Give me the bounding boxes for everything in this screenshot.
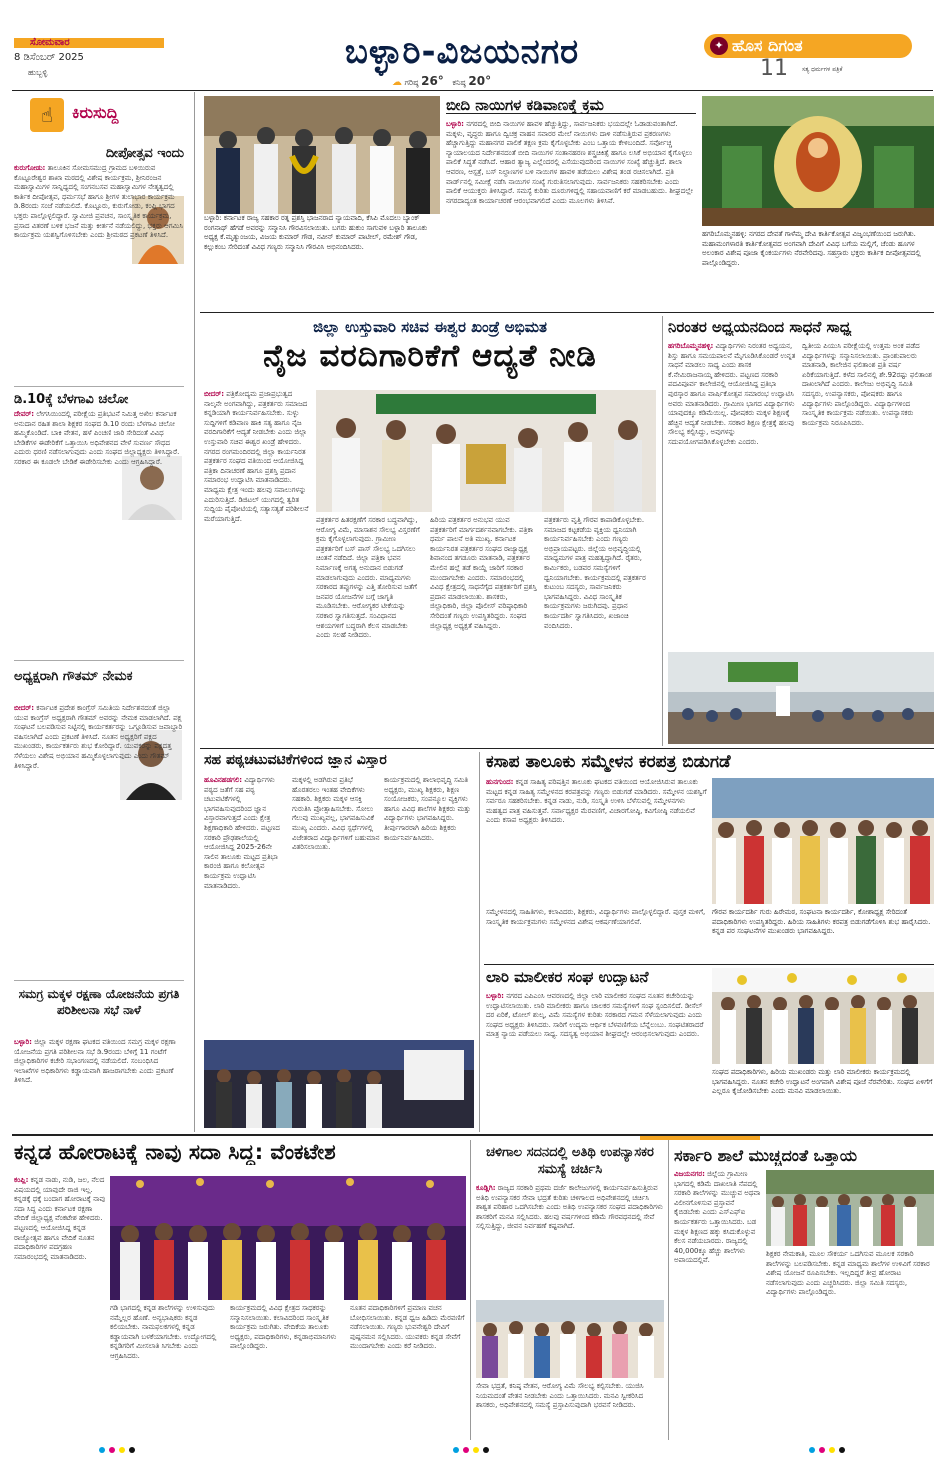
brief-divider-2 (14, 660, 184, 661)
street-dogs-dateline: ಬಳ್ಳಾರಿ: (446, 120, 464, 128)
school-dateline: ವಿಜಯನಗರ: (674, 1170, 705, 1178)
bottom-band-rule (12, 1134, 933, 1136)
lead-text-1: ಪತ್ರಿಕೋದ್ಯಮ ಪ್ರಜಾಪ್ರಭುತ್ವದ ನಾಲ್ಕನೇ ಅಂಗವಾಗಿದ್ದು, ಪತ್ರಕರ್ತರು ಸಮಾಜದ ಕನ್ನಡಿಯಾಗಿ ಕಾರ್ಯನಿರ್ವಹಿಸಬೇಕು. ಸುಳ್ಳು ಸುದ್ದಿಗಳಿಗೆ ಕಡಿವಾಣ ಹಾಕಿ ಸತ್ಯ ಹಾಗೂ ನೈಜ ವರದಿಗಾರಿಕೆಗೆ ಆದ್ಯತೆ ನೀಡಬೇಕು ಎಂದು ಜಿಲ್ಲಾ ಉಸ್ತುವಾರಿ ಸಚಿವ ಈಶ್ವರ ಖಂಡ್ರೆ ಹೇಳಿದರು. ನಗರದ ರಂಗಮಂದಿರದಲ್ಲಿ ಜಿಲ್ಲಾ ಕಾರ್ಯನಿರತ ಪತ್ರಕರ್ತರ ಸಂಘದ ವತಿಯಿಂದ ಆಯೋಜಿಸಿದ್ದ ಪತ್ರಿಕಾ ದಿನಾಚರಣೆ ಹಾಗೂ ಪ್ರಶಸ್ತಿ ಪ್ರದಾನ ಸಮಾರಂಭ ಉದ್ಘಾಟಿಸಿ ಮಾತನಾಡಿದರು. ಮಾಧ್ಯಮ ಕ್ಷೇತ್ರ ಇಂದು ಹಲವು ಸವಾಲುಗಳನ್ನು ಎದುರಿಸುತ್ತಿದೆ. ಡಿಜಿಟಲ್ ಯುಗದಲ್ಲಿ ತ್ವರಿತ ಸುದ್ದಿಯ ಪೈಪೋಟಿಯಲ್ಲಿ ಸತ್ಯಾಸತ್ಯತೆ ಪರಿಶೀಲನೆ ಮರೆಯಾಗುತ್ತಿದೆ. (204, 390, 309, 523)
school-col-2: ಶಿಕ್ಷಕರ ನೇಮಕಾತಿ, ಮೂಲ ಸೌಕರ್ಯ ಒದಗಿಸುವ ಮೂಲಕ ಸರಕಾರಿ ಶಾಲೆಗಳನ್ನು ಬಲಪಡಿಸಬೇಕು. ಕನ್ನಡ ಮಾಧ್ಯಮ ಶಾಲೆಗಳ ಉಳಿವಿಗೆ ಸರಕಾರ ವಿಶೇಷ ಯೋಜನೆ ರೂಪಿಸಬೇಕು. ಇಲ್ಲದಿದ್ದರೆ ತೀವ್ರ ಹೋರಾಟ ನಡೆಸಲಾಗುವುದು ಎಂದು ಎಚ್ಚರಿಸಿದರು. ಜಿಲ್ಲಾ ಸಮಿತಿ ಸದಸ್ಯರು, ವಿದ್ಯಾರ್ಥಿಗಳು ಪಾಲ್ಗೊಂಡಿದ್ದರು. (766, 1250, 930, 1297)
mid-row-rule (200, 748, 934, 749)
street-dogs-body (446, 120, 696, 306)
brief-dateline-1: ಕುರುಗೋಡು: (14, 164, 46, 172)
brief-headline-4: ಸಮಗ್ರ ಮಕ್ಕಳ ರಕ್ಷಣಾ ಯೋಜನೆಯ ಪ್ರಗತಿ ಪರಿಶೀಲನಾ ಸಭೆ ನಾಳೆ (18, 987, 180, 1017)
brief-body-1 (14, 164, 184, 380)
lamp-icon: ✦ (710, 37, 728, 55)
brief-dateline-4: ಬಳ್ಳಾರಿ: (14, 1038, 32, 1046)
brief-text-3: ಕರ್ನಾಟಕ ಪ್ರದೇಶ ಕಾಂಗ್ರೆಸ್ ಸಮಿತಿಯ ನಿರ್ದೇಶನದಂತೆ ಜಿಲ್ಲಾ ಯುವ ಕಾಂಗ್ರೆಸ್ ಅಧ್ಯಕ್ಷರಾಗಿ ಗೌತಮ್ ಅವರನ್ನು ನೇಮಕ ಮಾಡಲಾಗಿದೆ. ಪಕ್ಷ ಸಂಘಟನೆ ಬಲಪಡಿಸುವ ನಿಟ್ಟಿನಲ್ಲಿ ಕಾರ್ಯಕರ್ತರನ್ನು ಒಗ್ಗೂಡಿಸುವ ಜವಾಬ್ದಾರಿ ವಹಿಸಲಾಗಿದೆ ಎಂದು ಪ್ರಕಟಣೆ ತಿಳಿಸಿದೆ. ನೂತನ ಅಧ್ಯಕ್ಷರಿಗೆ ಪಕ್ಷದ ಮುಖಂಡರು, ಕಾರ್ಯಕರ್ತರು ಶುಭ ಕೋರಿದ್ದಾರೆ. ಯುವಕರನ್ನು ಪಕ್ಷದತ್ತ ಸೆಳೆಯಲು ವಿಶೇಷ ಅಭಿಯಾನ ಹಮ್ಮಿಕೊಳ್ಳಲಾಗುವುದು ಎಂದು ಗೌತಮ್ ತಿಳಿಸಿದ್ದಾರೆ. (14, 704, 183, 770)
kannada-col-4: ನೂತನ ಪದಾಧಿಕಾರಿಗಳಿಗೆ ಪ್ರಮಾಣ ವಚನ ಬೋಧಿಸಲಾಯಿತು. ಕನ್ನಡ ಧ್ವಜ ಹಿಡಿದು ಮೆರವಣಿಗೆ ನಡೆಸಲಾಯಿತು. ಗಣ್ಯರು ಭುವನೇಶ್ವರಿ ದೇವಿಗೆ ಪುಷ್ಪನಮನ ಸಲ್ಲಿಸಿದರು. ಯುವಕರು ಕನ್ನಡ ಸೇವೆಗೆ ಮುಂದಾಗಬೇಕು ಎಂದು ಕರೆ ನೀಡಿದರು. (350, 1304, 465, 1351)
brief-headline-3: ಅಧ್ಯಕ್ಷರಾಗಿ ಗೌತಮ್ ನೇಮಕ (14, 669, 133, 684)
kannada-headline: ಕನ್ನಡ ಹೋರಾಟಕ್ಕೆ ನಾವು ಸದಾ ಸಿದ್ಧ: ವೆಂಕಟೇಶ (14, 1140, 336, 1164)
registration-marks-left (98, 1446, 138, 1454)
kannada-col-2: ಗಡಿ ಭಾಗದಲ್ಲಿ ಕನ್ನಡ ಶಾಲೆಗಳನ್ನು ಉಳಿಸುವುದು ನಮ್ಮೆಲ್ಲರ ಹೊಣೆ. ಅನ್ಯಭಾಷಿಕರು ಕನ್ನಡ ಕಲಿಯಬೇಕು. ನಾಮಫಲಕಗಳಲ್ಲಿ ಕನ್ನಡ ಕಡ್ಡಾಯವಾಗಿ ಬಳಕೆಯಾಗಬೇಕು. ಉದ್ಯೋಗದಲ್ಲಿ ಕನ್ನಡಿಗರಿಗೆ ಮೀಸಲಾತಿ ಸಿಗಬೇಕು ಎಂದು ಆಗ್ರಹಿಸಿದರು. (110, 1304, 217, 1360)
brief-text-1: ತಾಲೂಕಿನ ಸೋಮಸಮುದ್ರ ಗ್ರಾಮದ ಬಳಿಯಿರುವ ಕೊಟ್ಟೂರೇಶ್ವರ ಶಾಖಾ ಮಠದಲ್ಲಿ ವಿಶೇಷ ಕಾರ್ಯಕ್ರಮ, ಶ್ರೀನಿರಂಜನ ಮಹಾಸ್ವಾಮಿಗಳ ಸಾನ್ನಿಧ್ಯದಲ್ಲಿ ಸಂಗನಬಸವ ಮಹಾಸ್ವಾಮಿಗಳ ನೇತೃತ್ವದಲ್ಲಿ ಕಾರ್ತಿಕ ದೀಪೋತ್ಸವ, ಧರ್ಮಸಭೆ ಹಾಗೂ ಶ್ರೀಗಳ ತುಲಾಭಾರ ಕಾರ್ಯಕ್ರಮ ಡಿ.8ರಂದು ಸಂಜೆ ನಡೆಯಲಿದೆ. ಕೊಟ್ಟೂರು, ಕುರುಗೋಡು, ಕಂಪ್ಲಿ ಭಾಗದ ಭಕ್ತರು ಪಾಲ್ಗೊಳ್ಳಲಿದ್ದಾರೆ. ಸ್ವಾಮೀಜಿ ಪ್ರವಚನ, ಸಾಂಸ್ಕೃತಿಕ ಕಾರ್ಯಕ್ರಮ, ಪ್ರಸಾದ ವಿತರಣೆ ಬಳಿಕ ಭಜನೆ ಮತ್ತು ಕೀರ್ತನೆ ನಡೆಯಲಿದ್ದು, ಭಕ್ತರು ಆಗಮಿಸಿ ಕಾರ್ಯಕ್ರಮ ಯಶಸ್ವಿಗೊಳಿಸಬೇಕು ಎಂದು ಶ್ರೀಮಠದ ಪ್ರಕಟಣೆ ತಿಳಿಸಿದೆ. (14, 164, 183, 240)
lead-headline: ನೈಜ ವರದಿಗಾರಿಕೆಗೆ ಆದ್ಯತೆ ನೀಡಿ (263, 338, 597, 374)
lorry-headline: ಲಾರಿ ಮಾಲೀಕರ ಸಂಘ ಉದ್ಘಾಟನೆ (486, 968, 649, 986)
lead-col-2: ಪತ್ರಕರ್ತರ ಹಿತರಕ್ಷಣೆಗೆ ಸರಕಾರ ಬದ್ಧವಾಗಿದ್ದು, ಆರೋಗ್ಯ ವಿಮೆ, ಮಾಸಾಶನ ಸೌಲಭ್ಯ ವಿಸ್ತರಣೆಗೆ ಕ್ರಮ ಕೈಗೊಳ್ಳಲಾಗುವುದು. ಗ್ರಾಮೀಣ ಪತ್ರಕರ್ತರಿಗೆ ಬಸ್ ಪಾಸ್ ಸೌಲಭ್ಯ ಒದಗಿಸಲು ಚಿಂತನೆ ನಡೆದಿದೆ. ಜಿಲ್ಲಾ ಪತ್ರಿಕಾ ಭವನ ನಿರ್ಮಾಣಕ್ಕೆ ಅಗತ್ಯ ಅನುದಾನ ಬಿಡುಗಡೆ ಮಾಡಲಾಗುವುದು ಎಂದರು. ಮಾಧ್ಯಮಗಳು ಸರಕಾರದ ತಪ್ಪುಗಳನ್ನು ಎತ್ತಿ ತೋರಿಸುವ ಜತೆಗೆ ಜನಪರ ಯೋಜನೆಗಳ ಬಗ್ಗೆ ಜಾಗೃತಿ ಮೂಡಿಸಬೇಕು. ಆರೋಗ್ಯಕರ ಟೀಕೆಯನ್ನು ಸರಕಾರ ಸ್ವಾಗತಿಸುತ್ತದೆ. ಸಂವಿಧಾನದ ಆಶಯಗಳಿಗೆ ಬದ್ಧರಾಗಿ ಕೆಲಸ ಮಾಡಬೇಕು ಎಂದು ಸಲಹೆ ನೀಡಿದರು. (316, 516, 420, 640)
knowledge-headline: ಸಹ ಪಠ್ಯಚಟುವಟಿಕೆಗಳಿಂದ ಜ್ಞಾನ ವಿಸ್ತಾರ (204, 752, 387, 768)
masthead-date: 8 ಡಿಸೆಂಬರ್ 2025 (14, 52, 84, 63)
lead-col-4: ಪತ್ರಕರ್ತರು ವೃತ್ತಿ ಗೌರವ ಕಾಪಾಡಿಕೊಳ್ಳಬೇಕು. ಸಮಾಜದ ಕಟ್ಟಕಡೆಯ ವ್ಯಕ್ತಿಯ ಧ್ವನಿಯಾಗಿ ಕಾರ್ಯನಿರ್ವಹಿಸಬೇಕು ಎಂದು ಗಣ್ಯರು ಅಭಿಪ್ರಾಯಪಟ್ಟರು. ಜಿಲ್ಲೆಯ ಅಭಿವೃದ್ಧಿಯಲ್ಲಿ ಮಾಧ್ಯಮಗಳ ಪಾತ್ರ ಮಹತ್ವದ್ದಾಗಿದೆ. ರೈತರು, ಕಾರ್ಮಿಕರು, ಬಡವರ ಸಮಸ್ಯೆಗಳಿಗೆ ಧ್ವನಿಯಾಗಬೇಕು. ಕಾರ್ಯಕ್ರಮದಲ್ಲಿ ಪತ್ರಕರ್ತರ ಕುಟುಂಬ ಸದಸ್ಯರು, ಸಾರ್ವಜನಿಕರು ಭಾಗವಹಿಸಿದ್ದರು. ವಿವಿಧ ಸಾಂಸ್ಕೃತಿಕ ಕಾರ್ಯಕ್ರಮಗಳು ಜರುಗಿದವು. ಪ್ರಧಾನ ಕಾರ್ಯದರ್ಶಿ ಸ್ವಾಗತಿಸಿದರು, ಖಜಾಂಚಿ ವಂದಿಸಿದರು. (544, 516, 646, 630)
award-photo (204, 96, 440, 214)
knowledge-vertical-rule (479, 752, 480, 1132)
bottom-band-accent (640, 1136, 760, 1140)
weather-min-label: ಕನಿಷ್ಠ (452, 78, 466, 87)
sun-cloud-icon: ☁ (392, 77, 402, 88)
kannada-col-3: ಕಾರ್ಯಕ್ರಮದಲ್ಲಿ ವಿವಿಧ ಕ್ಷೇತ್ರದ ಸಾಧಕರನ್ನು ಸನ್ಮಾನಿಸಲಾಯಿತು. ಕಲಾವಿದರಿಂದ ಸಾಂಸ್ಕೃತಿಕ ಕಾರ್ಯಕ್ರಮ ಜರುಗಿತು. ವೇದಿಕೆಯ ತಾಲೂಕು ಅಧ್ಯಕ್ಷರು, ಪದಾಧಿಕಾರಿಗಳು, ಕನ್ನಡಾಭಿಮಾನಿಗಳು ಪಾಲ್ಗೊಂಡಿದ್ದರು. (230, 1304, 337, 1351)
hostel-headline: ಚಳಿಗಾಲ ಸದನದಲ್ಲಿ ಅತಿಥಿ ಉಪನ್ಯಾಸಕರ ಸಮಸ್ಯೆ ಚರ್ಚಿಸಿ (486, 1145, 654, 1177)
brief-divider-1 (14, 386, 184, 387)
kasapa-headline: ಕಸಾಪ ತಾಲೂಕು ಸಮ್ಮೇಳನ ಕರಪತ್ರ ಬಿಡುಗಡೆ (486, 752, 731, 772)
hostel-dateline: ಕೂಡ್ಲಿಗಿ: (476, 1184, 496, 1192)
kasapa-photo (712, 778, 934, 904)
lead-col-1 (204, 390, 310, 742)
lead-photo (316, 390, 656, 512)
lead-kicker: ಜಿಲ್ಲಾ ಉಸ್ತುವಾರಿ ಸಚಿವ ಈಶ್ವರ ಖಂಡ್ರೆ ಅಭಿಮತ (313, 318, 547, 336)
kannada-col-1 (14, 1176, 106, 1438)
lead-col-3: ಹಿರಿಯ ಪತ್ರಕರ್ತರ ಅನುಭವ ಯುವ ಪತ್ರಕರ್ತರಿಗೆ ಮಾರ್ಗದರ್ಶನವಾಗಬೇಕು. ಪತ್ರಿಕಾ ಧರ್ಮ ಪಾಲನೆ ಅತಿ ಮುಖ್ಯ. ಕರ್ನಾಟಕ ಕಾರ್ಯನಿರತ ಪತ್ರಕರ್ತರ ಸಂಘದ ರಾಜ್ಯಾಧ್ಯಕ್ಷ ಶಿವಾನಂದ ತಗಡೂರು ಮಾತನಾಡಿ, ಪತ್ರಕರ್ತರ ಮೇಲಿನ ಹಲ್ಲೆ ತಡೆ ಕಾಯ್ದೆ ಜಾರಿಗೆ ಸರಕಾರ ಮುಂದಾಗಬೇಕು ಎಂದರು. ಸಮಾರಂಭದಲ್ಲಿ ವಿವಿಧ ಕ್ಷೇತ್ರದಲ್ಲಿ ಸಾಧನೆಗೈದ ಪತ್ರಕರ್ತರಿಗೆ ಪ್ರಶಸ್ತಿ ಪ್ರದಾನ ಮಾಡಲಾಯಿತು. ಶಾಸಕರು, ಜಿಲ್ಲಾಧಿಕಾರಿ, ಜಿಲ್ಲಾ ಪೊಲೀಸ್ ವರಿಷ್ಠಾಧಿಕಾರಿ ಸೇರಿದಂತೆ ಗಣ್ಯರು ಉಪಸ್ಥಿತರಿದ್ದರು. ಸಂಘದ ಜಿಲ್ಲಾಧ್ಯಕ್ಷ ಅಧ್ಯಕ್ಷತೆ ವಹಿಸಿದ್ದರು. (430, 516, 537, 630)
weather-min: 20° (468, 74, 492, 88)
section-title: ಬಳ್ಳಾರಿ-ವಿಜಯನಗರ (344, 32, 580, 72)
study-dateline: ಹಗರಿಬೊಮ್ಮನಹಳ್ಳಿ: (668, 342, 714, 350)
street-dogs-headline: ಬೀದಿ ನಾಯಿಗಳ ಕಡಿವಾಣಕ್ಕೆ ಕ್ರಮ (446, 96, 604, 114)
school-headline: ಸರ್ಕಾರಿ ಶಾಲೆ ಮುಚ್ಚದಂತೆ ಒತ್ತಾಯ (674, 1146, 857, 1165)
weather-max-label: ಗರಿಷ್ಠ (404, 78, 419, 87)
study-headline: ನಿರಂತರ ಅಧ್ಯಯನದಿಂದ ಸಾಧನೆ ಸಾಧ್ಯ (668, 318, 852, 336)
school-text-1: ಜಿಲ್ಲೆಯ ಗ್ರಾಮೀಣ ಭಾಗದಲ್ಲಿ ಕಡಿಮೆ ದಾಖಲಾತಿ ನೆಪದಲ್ಲಿ ಸರಕಾರಿ ಶಾಲೆಗಳನ್ನು ಮುಚ್ಚುವ ಅಥವಾ ವಿಲೀನಗೊಳಿಸುವ ಪ್ರಸ್ತಾವನೆ ಕೈಬಿಡಬೇಕು ಎಂದು ಎಸ್‌ಎಫ್‌ಐ ಕಾರ್ಯಕರ್ತರು ಒತ್ತಾಯಿಸಿದರು. ಬಡ ಮಕ್ಕಳ ಶಿಕ್ಷಣದ ಹಕ್ಕು ಕಸಿದುಕೊಳ್ಳುವ ಕೆಲಸ ನಡೆಯಬಾರದು. ರಾಜ್ಯದಲ್ಲಿ 40,000ಕ್ಕೂ ಹೆಚ್ಚು ಶಾಲೆಗಳು ಅಪಾಯದಲ್ಲಿವೆ. (674, 1170, 761, 1265)
masthead (0, 0, 945, 90)
registration-marks-center (452, 1446, 492, 1454)
lorry-photo (712, 968, 934, 1064)
left-column-rule (194, 92, 195, 1132)
lead-vertical-rule (662, 316, 663, 746)
award-caption: ಬಳ್ಳಾರಿ: ಕರ್ನಾಟಕ ರಾಜ್ಯ ಸಹಕಾರ ರತ್ನ ಪ್ರಶಸ್ತಿ ಭಾಜನರಾದ ನ್ಯಾಯವಾದಿ, ಕೆಸಿಪಿ ಮೊದಲು ಬ್ಯಾಂಕ್ ರಂಗನಾಥ್ ಹೆಗಡೆ ಅವರನ್ನು ಸನ್ಮಾನಿಸಿ ಗೌರವಿಸಲಾಯಿತು. ಬಗರು ಹುಕುಂ ಸಾಗುವಳಿ ಬಳ್ಳಾರಿ ತಾಲೂಕು ಅಧ್ಯಕ್ಷ ಕೆ.ಮೃತ್ಯುಂಜಯ, ವಿಜಯ ಕುಮಾರ್ ಗೌಡ, ನವೀನ್ ಕುಮಾರ್ ಪಾಟೀಲ್, ರಮೇಶ್ ಗೌಡ, ಕಲ್ಲುಕಂಬ ಸೇರಿದಂತೆ ವಿವಿಧ ಗಣ್ಯರು ಸನ್ಮಾನಿಸಿ ಗೌರವಿಸಿ ಅಭಿನಂದಿಸಿದರು. (204, 214, 428, 251)
kannada-dateline: ಕಂಪ್ಲಿ: (14, 1176, 29, 1184)
brief-divider-3 (14, 980, 184, 981)
study-photo (668, 652, 934, 744)
kasapa-bottom-rule (484, 964, 934, 965)
weather-bar (392, 74, 532, 88)
lorry-photo-caption: ಸಂಘದ ಪದಾಧಿಕಾರಿಗಳು, ಹಿರಿಯ ಮುಖಂಡರು ಮತ್ತು ಲಾರಿ ಮಾಲೀಕರು ಕಾರ್ಯಕ್ರಮದಲ್ಲಿ ಭಾಗವಹಿಸಿದ್ದರು. ನೂತನ ಕಚೇರಿ ಉದ್ಘಾಟನೆ ಅಂಗವಾಗಿ ವಿಶೇಷ ಪೂಜೆ ನೆರವೇರಿತು. ಸಂಘದ ಏಳಿಗೆಗೆ ಎಲ್ಲರೂ ಕೈಜೋಡಿಸಬೇಕು ಎಂದು ಮನವಿ ಮಾಡಲಾಯಿತು. (712, 1068, 933, 1096)
top-row-rule (200, 312, 934, 313)
knowledge-photo (204, 1040, 474, 1128)
study-col-1 (668, 342, 796, 650)
kasapa-photo-caption: ಗೌರವ ಕಾರ್ಯದರ್ಶಿ ಗುರು ಹಿರೇಮಠ, ಸಂಘಟನಾ ಕಾರ್ಯದರ್ಶಿ, ಕೋಶಾಧ್ಯಕ್ಷ ಸೇರಿದಂತೆ ಪದಾಧಿಕಾರಿಗಳು ಉಪಸ್ಥಿತರಿದ್ದರು. ಹಿರಿಯ ಸಾಹಿತಿಗಳು ಕರಪತ್ರ ಬಿಡುಗಡೆಗೊಳಿಸಿ ಶುಭ ಹಾರೈಸಿದರು. ಕನ್ನಡ ಪರ ಸಂಘಟನೆಗಳ ಮುಖಂಡರು ಭಾಗವಹಿಸಿದ್ದರು. (712, 908, 931, 936)
brief-dateline-3: ಬೀದರ್: (14, 704, 35, 712)
hostel-photo (476, 1300, 664, 1378)
brief-text-2: ಲೇಗಸಿಯಿಂದಲ್ಲಿ ಪರೀಕ್ಷೆಯ ಪ್ರತಿಭಟನೆ ನಿಮಿತ್ತ ಅಖಿಲ ಕರ್ನಾಟಕ ಅನುದಾನ ರಹಿತ ಶಾಲಾ ಶಿಕ್ಷಕರ ಸಂಘದ ಡಿ.10 ರಂದು ಬೆಳಗಾವಿ ಚಲೋ ಹಮ್ಮಿಕೊಂಡಿದೆ. ಬಾಕಿ ವೇತನ, ಹಳೆ ಪಿಂಚಣಿ ಜಾರಿ ಸೇರಿದಂತೆ ವಿವಿಧ ಬೇಡಿಕೆಗಳ ಈಡೇರಿಕೆಗೆ ಒತ್ತಾಯಿಸಿ ಅಧಿವೇಶನದ ವೇಳೆ ಸುವರ್ಣ ಸೌಧದ ಎದುರು ಧರಣಿ ನಡೆಸಲಾಗುವುದು ಎಂದು ಸಂಘದ ಜಿಲ್ಲಾಧ್ಯಕ್ಷರು ತಿಳಿಸಿದ್ದಾರೆ. ಸರಕಾರ ಈ ಕೂಡಲೇ ಬೇಡಿಕೆ ಈಡೇರಿಸಬೇಕು ಎಂದು ಆಗ್ರಹಿಸಿದ್ದಾರೆ. (14, 410, 180, 466)
brief-body-3 (14, 704, 184, 974)
lead-dateline: ಬೀದರ್: (204, 390, 225, 398)
lorry-dateline: ಬಳ್ಳಾರಿ: (486, 992, 504, 1000)
kannada-text-1: ಕನ್ನಡ ನಾಡು, ನುಡಿ, ಜಲ, ನೆಲದ ವಿಷಯದಲ್ಲಿ ಯಾವುದೇ ರಾಜಿ ಇಲ್ಲ. ಕನ್ನಡಕ್ಕೆ ಧಕ್ಕೆ ಬಂದಾಗ ಹೋರಾಟಕ್ಕೆ ನಾವು ಸದಾ ಸಿದ್ಧ ಎಂದು ಕರ್ನಾಟಕ ರಕ್ಷಣಾ ವೇದಿಕೆ ಜಿಲ್ಲಾಧ್ಯಕ್ಷ ವೆಂಕಟೇಶ ಹೇಳಿದರು. ಪಟ್ಟಣದಲ್ಲಿ ಆಯೋಜಿಸಿದ್ದ ಕನ್ನಡ ರಾಜ್ಯೋತ್ಸವ ಹಾಗೂ ವೇದಿಕೆ ನೂತನ ಪದಾಧಿಕಾರಿಗಳ ಪದಗ್ರಹಣ ಸಮಾರಂಭದಲ್ಲಿ ಮಾತನಾಡಿದರು. (14, 1176, 106, 1261)
knowledge-col-1 (204, 776, 288, 1036)
brief-dateline-2: ದೇವರ್: (14, 410, 35, 418)
brief-body-4 (14, 1038, 184, 1128)
brief-text-4: ಜಿಲ್ಲಾ ಮಕ್ಕಳ ರಕ್ಷಣಾ ಘಟಕದ ವತಿಯಿಂದ ಸಮಗ್ರ ಮಕ್ಕಳ ರಕ್ಷಣಾ ಯೋಜನೆಯ ಪ್ರಗತಿ ಪರಿಶೀಲನಾ ಸಭೆ ಡಿ.9ರಂದು ಬೆಳಿಗ್ಗೆ 11 ಗಂಟೆಗೆ ಜಿಲ್ಲಾಧಿಕಾರಿಗಳ ಕಚೇರಿ ಸಭಾಂಗಣದಲ್ಲಿ ನಡೆಯಲಿದೆ. ಸಂಬಂಧಿಸಿದ ಇಲಾಖೆಗಳ ಅಧಿಕಾರಿಗಳು ಕಡ್ಡಾಯವಾಗಿ ಹಾಜರಾಗಬೇಕು ಎಂದು ಪ್ರಕಟಣೆ ತಿಳಿಸಿದೆ. (14, 1038, 176, 1085)
kasapa-dateline: ಹುನಗುಂದ: (486, 778, 514, 786)
study-col-2: ದ್ವಿತೀಯ ಪಿಯುಸಿ ಪರೀಕ್ಷೆಯಲ್ಲಿ ಉತ್ತಮ ಅಂಕ ಪಡೆದ ವಿದ್ಯಾರ್ಥಿಗಳನ್ನು ಸನ್ಮಾನಿಸಲಾಯಿತು. ಪ್ರಾಂಶುಪಾಲರು ಮಾತನಾಡಿ, ಕಾಲೇಜಿನ ಫಲಿತಾಂಶ ಪ್ರತಿ ವರ್ಷ ಏರಿಕೆಯಾಗುತ್ತಿದೆ. ಕಳೆದ ಸಾಲಿನಲ್ಲಿ ಶೇ.92ರಷ್ಟು ಫಲಿತಾಂಶ ದಾಖಲಾಗಿದೆ ಎಂದರು. ಕಾಲೇಜು ಅಭಿವೃದ್ಧಿ ಸಮಿತಿ ಸದಸ್ಯರು, ಉಪನ್ಯಾಸಕರು, ಪೋಷಕರು ಹಾಗೂ ವಿದ್ಯಾರ್ಥಿಗಳು ಪಾಲ್ಗೊಂಡಿದ್ದರು. ವಿದ್ಯಾರ್ಥಿಗಳಿಂದ ಸಾಂಸ್ಕೃತಿಕ ಕಾರ್ಯಕ್ರಮ ನಡೆಯಿತು. ಉಪನ್ಯಾಸಕರು ಕಾರ್ಯಕ್ರಮ ನಿರೂಪಿಸಿದರು. (802, 342, 932, 427)
school-photo (766, 1170, 934, 1246)
kirusuddi-label: ಕಿರುಸುದ್ದಿ (72, 103, 119, 122)
paper-name: ಹೊಸ ದಿಗಂತ (732, 36, 803, 55)
kirusuddi-header (30, 98, 195, 132)
masthead-city: ಹುಬ್ಬಳ್ಳಿ (28, 68, 48, 77)
masthead-day: ಸೋಮವಾರ (30, 37, 70, 48)
kasapa-text: ಕನ್ನಡ ಸಾಹಿತ್ಯ ಪರಿಷತ್ತಿನ ತಾಲೂಕು ಘಟಕದ ವತಿಯಿಂದ ಆಯೋಜಿಸಿರುವ ತಾಲೂಕು ಮಟ್ಟದ ಕನ್ನಡ ಸಾಹಿತ್ಯ ಸಮ್ಮೇಳನದ ಕರಪತ್ರವನ್ನು ಗಣ್ಯರು ಬಿಡುಗಡೆ ಮಾಡಿದರು. ಸಮ್ಮೇಳನ ಯಶಸ್ವಿಗೆ ಸರ್ವರೂ ಸಹಕರಿಸಬೇಕು. ಕನ್ನಡ ನಾಡು, ನುಡಿ, ಸಂಸ್ಕೃತಿ ಉಳಿಸಿ ಬೆಳೆಸುವಲ್ಲಿ ಸಮ್ಮೇಳನಗಳು ಮಹತ್ವದ ಪಾತ್ರ ವಹಿಸುತ್ತವೆ. ಸರ್ವಾಧ್ಯಕ್ಷರ ಮೆರವಣಿಗೆ, ವಿಚಾರಗೋಷ್ಠಿ, ಕವಿಗೋಷ್ಠಿ ನಡೆಯಲಿವೆ ಎಂದು ಕಸಾಪ ಅಧ್ಯಕ್ಷರು ತಿಳಿಸಿದರು. (486, 778, 707, 825)
hostel-text: ರಾಜ್ಯದ ಸರಕಾರಿ ಪ್ರಥಮ ದರ್ಜೆ ಕಾಲೇಜುಗಳಲ್ಲಿ ಕಾರ್ಯನಿರ್ವಹಿಸುತ್ತಿರುವ ಅತಿಥಿ ಉಪನ್ಯಾಸಕರ ಸೇವಾ ಭದ್ರತೆ ಕುರಿತು ಚಳಿಗಾಲದ ಅಧಿವೇಶನದಲ್ಲಿ ಚರ್ಚಿಸಿ ಶಾಶ್ವತ ಪರಿಹಾರ ಒದಗಿಸಬೇಕು ಎಂದು ಅತಿಥಿ ಉಪನ್ಯಾಸಕರ ಸಂಘದ ಪದಾಧಿಕಾರಿಗಳು ಶಾಸಕರಿಗೆ ಮನವಿ ಸಲ್ಲಿಸಿದರು. ಹಲವು ವರ್ಷಗಳಿಂದ ಕಡಿಮೆ ಗೌರವಧನದಲ್ಲಿ ಸೇವೆ ಸಲ್ಲಿಸುತ್ತಿದ್ದು, ಜೀವನ ನಿರ್ವಹಣೆ ಕಷ್ಟವಾಗಿದೆ. (476, 1184, 663, 1231)
tagline: ಸತ್ಯ ಧರ್ಮಗಳ ಪತ್ರಿಕೆ (802, 66, 843, 73)
hostel-body-2: ಸೇವಾ ಭದ್ರತೆ, ಕನಿಷ್ಠ ವೇತನ, ಆರೋಗ್ಯ ವಿಮೆ ಸೌಲಭ್ಯ ಕಲ್ಪಿಸಬೇಕು. ಯುಜಿಸಿ ನಿಯಮದಂತೆ ವೇತನ ನೀಡಬೇಕು ಎಂದು ಒತ್ತಾಯಿಸಿದರು. ಮನವಿ ಸ್ವೀಕರಿಸಿದ ಶಾಸಕರು, ಅಧಿವೇಶನದಲ್ಲಿ ಸಮಸ್ಯೆ ಪ್ರಸ್ತಾಪಿಸುವುದಾಗಿ ಭರವಸೆ ನೀಡಿದರು. (476, 1382, 644, 1410)
knowledge-text-1: ವಿದ್ಯಾರ್ಥಿಗಳು ಪಠ್ಯದ ಜತೆಗೆ ಸಹ ಪಠ್ಯ ಚಟುವಟಿಕೆಗಳಲ್ಲಿ ಭಾಗವಹಿಸುವುದರಿಂದ ಜ್ಞಾನ ವಿಸ್ತಾರವಾಗುತ್ತದೆ ಎಂದು ಕ್ಷೇತ್ರ ಶಿಕ್ಷಣಾಧಿಕಾರಿ ಹೇಳಿದರು. ಪಟ್ಟಣದ ಸರಕಾರಿ ಪ್ರೌಢಶಾಲೆಯಲ್ಲಿ ಆಯೋಜಿಸಿದ್ದ 2025-26ನೇ ಸಾಲಿನ ತಾಲೂಕು ಮಟ್ಟದ ಪ್ರತಿಭಾ ಕಾರಂಜಿ ಹಾಗೂ ಕಲೋತ್ಸವ ಕಾರ್ಯಕ್ರಮ ಉದ್ಘಾಟಿಸಿ ಮಾತನಾಡಿದರು. (204, 776, 280, 890)
brief-body-2 (14, 410, 184, 654)
school-col-1 (674, 1170, 762, 1438)
street-dogs-text: ನಗರದಲ್ಲಿ ಬೀದಿ ನಾಯಿಗಳ ಹಾವಳಿ ಹೆಚ್ಚುತ್ತಿದ್ದು, ಸಾರ್ವಜನಿಕರು ಭಯದಲ್ಲೇ ಓಡಾಡುವಂತಾಗಿದೆ. ಮಕ್ಕಳು, ವೃದ್ಧರು ಹಾಗೂ ದ್ವಿಚಕ್ರ ವಾಹನ ಸವಾರರ ಮೇಲೆ ನಾಯಿಗಳು ದಾಳಿ ನಡೆಸುತ್ತಿರುವ ಪ್ರಕರಣಗಳು ಹೆಚ್ಚಾಗುತ್ತಿದ್ದು ಮಹಾನಗರ ಪಾಲಿಕೆ ತಕ್ಷಣ ಕ್ರಮ ಕೈಗೊಳ್ಳಬೇಕು ಎಂಬ ಒತ್ತಾಯ ಕೇಳಿಬಂದಿದೆ. ಸರ್ವೋಚ್ಚ ನ್ಯಾಯಾಲಯದ ನಿರ್ದೇಶನದಂತೆ ಬೀದಿ ನಾಯಿಗಳ ಸಂತಾನಹರಣ ಶಸ್ತ್ರಚಿಕಿತ್ಸೆ ಹಾಗೂ ಲಸಿಕೆ ಅಭಿಯಾನ ಕೈಗೊಳ್ಳಲು ಪಾಲಿಕೆ ಸಿದ್ಧತೆ ನಡೆಸಿದೆ. ಆಹಾರ ತ್ಯಾಜ್ಯ ಎಲ್ಲೆಂದರಲ್ಲಿ ಎಸೆಯುವುದರಿಂದ ನಾಯಿಗಳ ಸಂಖ್ಯೆ ಹೆಚ್ಚುತ್ತಿದೆ. ಶಾಲಾ ಆವರಣ, ಆಸ್ಪತ್ರೆ, ಬಸ್ ನಿಲ್ದಾಣಗಳ ಬಳಿ ನಾಯಿಗಳ ಹಾವಳಿ ತಡೆಯಲು ವಿಶೇಷ ತಂಡ ರಚಿಸಲಾಗಿದೆ. ಪ್ರತಿ ವಾರ್ಡ್‌ನಲ್ಲಿ ಸಮೀಕ್ಷೆ ನಡೆಸಿ ನಾಯಿಗಳ ಸಂಖ್ಯೆ ಗುರುತಿಸಲಾಗುವುದು. ಸಾರ್ವಜನಿಕರು ಸಹಕರಿಸಬೇಕು ಎಂದು ಪಾಲಿಕೆ ಆಯುಕ್ತರು ತಿಳಿಸಿದ್ದಾರೆ. ಸಮಸ್ಯೆ ಕುರಿತು ದೂರುಗಳಿದ್ದಲ್ಲಿ ಸಹಾಯವಾಣಿಗೆ ಕರೆ ಮಾಡಬಹುದು. ಶೀಘ್ರದಲ್ಲೇ ನಗರದಾದ್ಯಂತ ಕಾರ್ಯಾಚರಣೆ ಆರಂಭವಾಗಲಿದೆ ಎಂದು ಮೂಲಗಳು ತಿಳಿಸಿವೆ. (446, 120, 693, 205)
knowledge-col-3: ಕಾರ್ಯಕ್ರಮದಲ್ಲಿ ಶಾಲಾಭಿವೃದ್ಧಿ ಸಮಿತಿ ಅಧ್ಯಕ್ಷರು, ಮುಖ್ಯ ಶಿಕ್ಷಕರು, ಶಿಕ್ಷಣ ಸಂಯೋಜಕರು, ಸಂಪನ್ಮೂಲ ವ್ಯಕ್ತಿಗಳು ಹಾಗೂ ವಿವಿಧ ಶಾಲೆಗಳ ಶಿಕ್ಷಕರು ಮತ್ತು ವಿದ್ಯಾರ್ಥಿಗಳು ಭಾಗವಹಿಸಿದ್ದರು. ತೀರ್ಪುಗಾರರಾಗಿ ಹಿರಿಯ ಶಿಕ್ಷಕರು ಕಾರ್ಯನಿರ್ವಹಿಸಿದರು. (384, 776, 471, 842)
lorry-body (486, 992, 708, 1128)
temple-photo (702, 96, 934, 226)
brief-headline-1: ದೀಪೋತ್ಸವ ಇಂದು (105, 146, 184, 161)
lorry-text: ನಗರದ ಎಪಿಎಂಸಿ ಆವರಣದಲ್ಲಿ ಜಿಲ್ಲಾ ಲಾರಿ ಮಾಲೀಕರ ಸಂಘದ ನೂತನ ಕಚೇರಿಯನ್ನು ಉದ್ಘಾಟಿಸಲಾಯಿತು. ಲಾರಿ ಮಾಲೀಕರು ಹಾಗೂ ಚಾಲಕರ ಸಮಸ್ಯೆಗಳಿಗೆ ಸಂಘ ಸ್ಪಂದಿಸಲಿದೆ. ಡೀಸೆಲ್ ದರ ಏರಿಕೆ, ಟೋಲ್ ಶುಲ್ಕ, ವಿಮೆ ಸಮಸ್ಯೆಗಳ ಕುರಿತು ಸರಕಾರದ ಗಮನ ಸೆಳೆಯಲಾಗುವುದು ಎಂದು ಸಂಘದ ಅಧ್ಯಕ್ಷರು ತಿಳಿಸಿದರು. ಸಾರಿಗೆ ಉದ್ಯಮ ಆರ್ಥಿಕ ಬೆಳವಣಿಗೆಯ ಬೆನ್ನೆಲುಬು. ಸಂಘಟಿತರಾದರೆ ಮಾತ್ರ ನ್ಯಾಯ ಪಡೆಯಲು ಸಾಧ್ಯ. ಸದಸ್ಯತ್ವ ಅಭಿಯಾನ ಶೀಘ್ರದಲ್ಲೇ ಆರಂಭಿಸಲಾಗುವುದು ಎಂದರು. (486, 992, 704, 1039)
page-number: 11 (760, 56, 788, 81)
paper-logo (704, 34, 912, 58)
temple-caption: ಹಗರಿಬೊಮ್ಮನಹಳ್ಳಿ: ನಗರದ ದೇವತೆ ಗಾಳೆಮ್ಮ ದೇವಿ ಕಾರ್ತಿಕೋತ್ಸವ ವಿಜೃಂಭಣೆಯಿಂದ ಜರುಗಿತು. ಮಹಾಮಂಗಳಾರತಿ ಕಾರ್ತಿಕೋತ್ಸವದ ಅಂಗವಾಗಿ ದೇವಿಗೆ ವಿವಿಧ ಬಗೆಯ ಮಲ್ಲಿಗೆ, ಚೆಂಡು ಹೂಗಳ ಅಲಂಕಾರ ವಿಶೇಷ ಪೂಜಾ ಕೈಂಕರ್ಯಗಳು ನೆರವೇರಿದವು. ಸಹಸ್ರಾರು ಭಕ್ತರು ಕಾರ್ತಿಕ ದೀಪೋತ್ಸವದಲ್ಲಿ ಪಾಲ್ಗೊಂಡಿದ್ದರು. (702, 230, 921, 267)
pointing-hand-icon: ☝ (30, 98, 64, 132)
kannada-photo (110, 1176, 466, 1300)
masthead-rule (12, 90, 933, 91)
study-text-1: ವಿದ್ಯಾರ್ಥಿಗಳು ನಿರಂತರ ಅಧ್ಯಯನ, ಶಿಸ್ತು ಹಾಗೂ ಸಮಯಪಾಲನೆ ಮೈಗೂಡಿಸಿಕೊಂಡರೆ ಉನ್ನತ ಸಾಧನೆ ಮಾಡಲು ಸಾಧ್ಯ ಎಂದು ಶಾಸಕ ಕೆ.ನೇಮಿರಾಜನಾಯ್ಕ ಹೇಳಿದರು. ಪಟ್ಟಣದ ಸರಕಾರಿ ಪದವಿಪೂರ್ವ ಕಾಲೇಜಿನಲ್ಲಿ ಆಯೋಜಿಸಿದ್ದ ಪ್ರತಿಭಾ ಪುರಸ್ಕಾರ ಹಾಗೂ ವಾರ್ಷಿಕೋತ್ಸವ ಸಮಾರಂಭ ಉದ್ಘಾಟಿಸಿ ಅವರು ಮಾತನಾಡಿದರು. ಗ್ರಾಮೀಣ ಭಾಗದ ವಿದ್ಯಾರ್ಥಿಗಳು ಯಾವುದಕ್ಕೂ ಕಡಿಮೆಯಿಲ್ಲ. ಪೋಷಕರು ಮಕ್ಕಳ ಶಿಕ್ಷಣಕ್ಕೆ ಹೆಚ್ಚಿನ ಆದ್ಯತೆ ನೀಡಬೇಕು. ಸರಕಾರ ಶಿಕ್ಷಣ ಕ್ಷೇತ್ರಕ್ಕೆ ಹಲವು ಸೌಲಭ್ಯ ಕಲ್ಪಿಸಿದ್ದು, ಅವುಗಳನ್ನು ಸದುಪಯೋಗಪಡಿಸಿಕೊಳ್ಳಬೇಕು ಎಂದರು. (668, 342, 796, 446)
bottom-divider-1 (470, 1140, 471, 1440)
brief-headline-2: ಡಿ.10ಕ್ಕೆ ಬೆಳಗಾವಿ ಚಲೋ (14, 392, 129, 407)
knowledge-dateline: ಹೂವಿನಹಡಗಲಿ: (204, 776, 243, 784)
registration-marks-right (808, 1446, 848, 1454)
hostel-body (476, 1184, 664, 1298)
knowledge-col-2: ಮಕ್ಕಳಲ್ಲಿ ಅಡಗಿರುವ ಪ್ರತಿಭೆ ಹೊರತರಲು ಇಂತಹ ವೇದಿಕೆಗಳು ಸಹಕಾರಿ. ಶಿಕ್ಷಕರು ಮಕ್ಕಳ ಆಸಕ್ತಿ ಗುರುತಿಸಿ ಪ್ರೋತ್ಸಾಹಿಸಬೇಕು. ಸೋಲು ಗೆಲುವು ಮುಖ್ಯವಲ್ಲ, ಭಾಗವಹಿಸುವಿಕೆ ಮುಖ್ಯ ಎಂದರು. ವಿವಿಧ ಸ್ಪರ್ಧೆಗಳಲ್ಲಿ ವಿಜೇತರಾದ ವಿದ್ಯಾರ್ಥಿಗಳಿಗೆ ಬಹುಮಾನ ವಿತರಿಸಲಾಯಿತು. (292, 776, 380, 852)
kasapa-body (486, 778, 708, 904)
kasapa-body-2: ಸಮ್ಮೇಳನದಲ್ಲಿ ಸಾಹಿತಿಗಳು, ಕಲಾವಿದರು, ಶಿಕ್ಷಕರು, ವಿದ್ಯಾರ್ಥಿಗಳು ಪಾಲ್ಗೊಳ್ಳಲಿದ್ದಾರೆ. ಪುಸ್ತಕ ಮಳಿಗೆ, ಸಾಂಸ್ಕೃತಿಕ ಕಾರ್ಯಕ್ರಮಗಳು ಸಮ್ಮೇಳನದ ವಿಶೇಷ ಆಕರ್ಷಣೆಯಾಗಲಿವೆ. (486, 908, 706, 926)
weather-max: 26° (421, 74, 444, 88)
bottom-divider-2 (668, 1140, 669, 1440)
